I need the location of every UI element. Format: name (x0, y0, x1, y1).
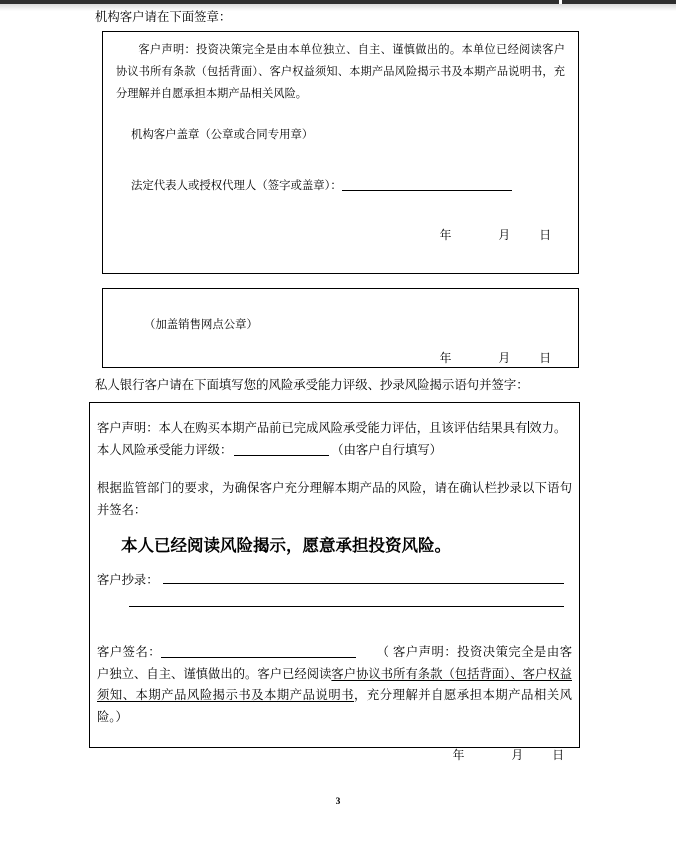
signature-note-post: ，充分理解并自愿承担本期产品相关风险。） (97, 688, 572, 724)
org-date-row (116, 224, 565, 246)
org-declaration: 客户声明：投资决策完全是由本单位独立、自主、谨慎做出的。本单位已经阅读客户协议书所有条款（包括背面）、客户权益须知、本期产品风险揭示书及本期产品说明书，充分理解并自愿承担本期产品相关风险。 (116, 44, 565, 100)
org-signature-box (102, 31, 579, 274)
year-label: 年 (439, 351, 452, 365)
pb-customer-instruction: 私人银行客户请在下面填写您的风险承受能力评级、抄录风险揭示语句并签字： (95, 378, 529, 392)
org-stamp-label: 机构客户盖章（公章或合同专用章） (131, 129, 314, 141)
transcription-line (97, 569, 572, 591)
risk-rating-blank[interactable] (234, 442, 329, 456)
transcription-blank-line2[interactable] (129, 591, 564, 607)
legal-rep-label: 法定代表人或授权代理人（签字或盖章）： (131, 180, 342, 192)
risk-rating-line (97, 439, 572, 461)
month-label: 月 (498, 228, 511, 242)
signature-label: 客户签名： (97, 645, 162, 659)
signature-paragraph (97, 642, 572, 728)
pb-declaration-text-end: 效力。 (529, 421, 567, 435)
day-label: 日 (539, 351, 551, 365)
pb-declaration-text: 客户声明：本人在购买本期产品前已完成风险承受能力评估，且该评估结果具有 (97, 421, 528, 435)
page-number: 3 (335, 797, 341, 807)
day-label: 日 (552, 748, 564, 762)
signature-note-underlined: 客户协议书所有条款（包括背面）、客户权益须知、本期产品风险揭示书及本期产品说明书 (97, 666, 572, 702)
day-label: 日 (539, 228, 551, 242)
month-label: 月 (498, 351, 511, 365)
risk-rating-label: 本人风险承受能力评级： (97, 443, 233, 457)
transcription-instruction: 根据监管部门的要求，为确保客户充分理解本期产品的风险，请在确认栏抄录以下语句并签名： (97, 481, 572, 517)
pb-date-row (97, 744, 572, 766)
outlet-stamp-label: （加盖销售网点公章） (144, 319, 258, 331)
signature-note-pre: （ 客户声明：投资决策完全是由客户独立、自主、谨慎做出的。客户已经阅读 (97, 645, 572, 681)
year-label: 年 (439, 228, 452, 242)
customer-signature-blank[interactable] (161, 644, 356, 658)
transcription-label: 客户抄录： (97, 573, 159, 587)
outlet-stamp-box (102, 288, 579, 368)
pb-declaration (97, 417, 572, 439)
pb-signature-box (89, 402, 580, 762)
legal-rep-signature-blank[interactable] (342, 177, 512, 191)
month-label: 月 (511, 748, 524, 762)
outlet-date-row (116, 347, 565, 369)
year-label: 年 (452, 748, 465, 762)
risk-statement: 本人已经阅读风险揭示，愿意承担投资风险。 (121, 536, 451, 555)
risk-rating-note: （由客户自行填写） (331, 443, 442, 457)
transcription-blank[interactable] (163, 569, 565, 584)
legal-rep-line (131, 175, 565, 197)
org-customer-instruction: 机构客户请在下面签章： (95, 10, 232, 24)
